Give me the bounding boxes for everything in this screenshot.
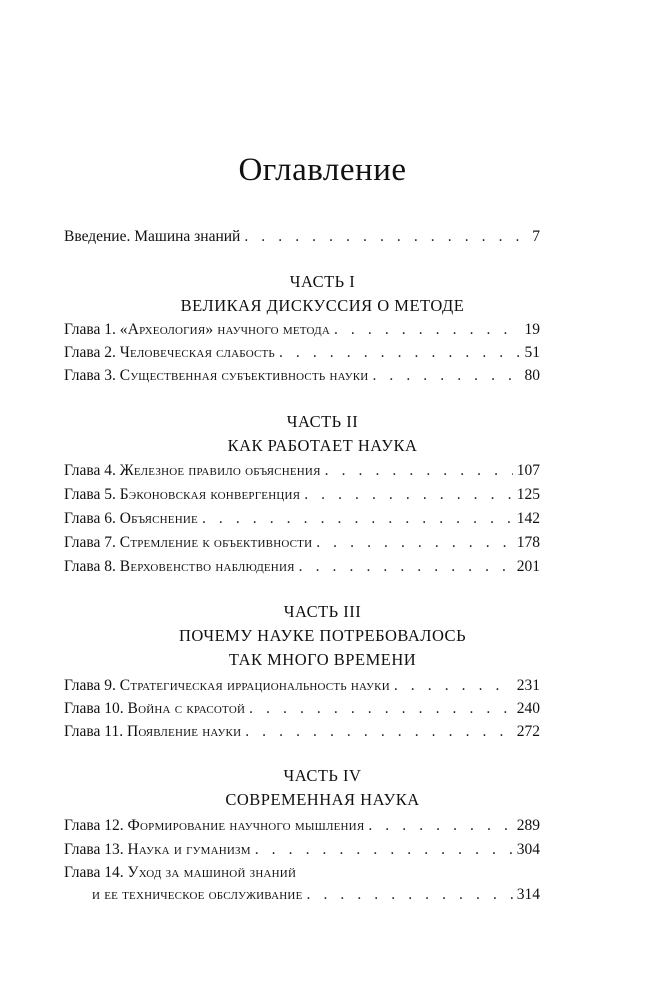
chapter-number: Глава 7. xyxy=(64,534,116,551)
toc-entry-chapter[interactable] xyxy=(64,817,540,839)
chapter-title: Верховенство наблюдения xyxy=(119,558,295,575)
chapter-title: Наука и гуманизм xyxy=(127,841,251,858)
toc-entry-chapter-cont[interactable] xyxy=(92,886,540,908)
page-number: 304 xyxy=(516,841,540,858)
chapter-number: Глава 4. xyxy=(64,462,116,479)
chapter-label xyxy=(64,486,300,504)
page-number: 314 xyxy=(516,886,540,903)
toc-entry-chapter[interactable] xyxy=(64,321,540,343)
chapter-number: Глава 9. xyxy=(64,677,116,694)
page-title: Оглавление xyxy=(238,152,407,188)
dot-leader xyxy=(304,486,513,504)
chapter-label xyxy=(64,864,296,882)
dot-leader xyxy=(372,367,520,385)
part-title-cont: ТАК МНОГО ВРЕМЕНИ xyxy=(228,650,417,669)
chapter-number: Глава 8. xyxy=(64,558,116,575)
page-number: 178 xyxy=(516,534,540,551)
part-title: КАК РАБОТАЕТ НАУКА xyxy=(227,436,418,455)
chapter-title: Стратегическая иррациональность науки xyxy=(119,677,390,694)
dot-leader xyxy=(307,886,513,904)
dot-leader xyxy=(249,700,513,718)
page-number: 272 xyxy=(516,723,540,740)
chapter-label xyxy=(64,534,312,552)
chapter-number: Глава 5. xyxy=(64,486,116,503)
page-number: 289 xyxy=(516,817,540,834)
page-number: 107 xyxy=(516,462,540,479)
toc-entry-chapter[interactable] xyxy=(64,344,540,366)
toc-entry-chapter[interactable] xyxy=(64,841,540,863)
chapter-title: Существенная субъективность науки xyxy=(119,367,369,384)
page-number: 125 xyxy=(516,486,540,503)
page-number: 142 xyxy=(516,510,540,527)
dot-leader xyxy=(244,228,528,246)
dot-leader xyxy=(202,510,513,528)
toc-entry-chapter[interactable] xyxy=(64,677,540,699)
chapter-title: Стремление к объективности xyxy=(119,534,313,551)
chapter-title: Железное правило объяснения xyxy=(119,462,321,479)
part-heading: ЧАСТЬ IV xyxy=(283,766,362,785)
chapter-number: Глава 3. xyxy=(64,367,116,384)
page-number: 7 xyxy=(532,228,540,245)
dot-leader xyxy=(334,321,521,339)
toc-entry-chapter[interactable] xyxy=(64,367,540,389)
chapter-label xyxy=(64,321,330,339)
dot-leader xyxy=(299,558,513,576)
chapter-label xyxy=(64,510,198,528)
toc-entry-chapter[interactable] xyxy=(64,462,540,484)
chapter-label xyxy=(64,700,245,718)
toc-entry-chapter[interactable] xyxy=(64,510,540,532)
dot-leader xyxy=(245,723,513,741)
part-heading: ЧАСТЬ I xyxy=(289,272,356,291)
part-title: СОВРЕМЕННАЯ НАУКА xyxy=(225,790,420,809)
page-number: 51 xyxy=(524,344,540,361)
chapter-title: Человеческая слабость xyxy=(119,344,275,361)
chapter-number: Глава 13. xyxy=(64,841,124,858)
page-number: 201 xyxy=(516,558,540,575)
chapter-title: Формирование научного мышления xyxy=(127,817,365,834)
part-heading: ЧАСТЬ II xyxy=(286,412,359,431)
dot-leader xyxy=(316,534,513,552)
part-heading: ЧАСТЬ III xyxy=(283,602,362,621)
chapter-title: Уход за машиной знаний xyxy=(127,864,297,881)
chapter-label xyxy=(64,558,295,576)
chapter-title-cont: и ее техническое обслуживание xyxy=(92,886,303,903)
chapter-label xyxy=(64,367,368,385)
dot-leader xyxy=(255,841,513,859)
toc-entry-chapter[interactable] xyxy=(64,723,540,745)
toc-entry-chapter[interactable] xyxy=(64,486,540,508)
chapter-number: Глава 11. xyxy=(64,723,124,740)
page-number: 231 xyxy=(516,677,540,694)
chapter-number: Глава 2. xyxy=(64,344,116,361)
chapter-label xyxy=(64,841,251,859)
chapter-number: Глава 10. xyxy=(64,700,124,717)
toc-entry-chapter[interactable] xyxy=(64,864,540,886)
chapter-title: Появление науки xyxy=(126,723,242,740)
dot-leader xyxy=(394,677,513,695)
chapter-number: Глава 1. xyxy=(64,321,116,338)
chapter-title: Война с красотой xyxy=(127,700,246,717)
chapter-label xyxy=(64,677,390,695)
toc-entry-intro[interactable] xyxy=(64,228,540,250)
chapter-number: Глава 14. xyxy=(64,864,124,881)
dot-leader xyxy=(279,344,521,362)
dot-leader xyxy=(325,462,513,480)
toc-entry-chapter[interactable] xyxy=(64,558,540,580)
part-title: ВЕЛИКАЯ ДИСКУССИЯ О МЕТОДЕ xyxy=(180,296,465,315)
page-number: 19 xyxy=(524,321,540,338)
chapter-title: «Археология» научного метода xyxy=(119,321,330,338)
toc-entry-chapter[interactable] xyxy=(64,534,540,556)
entry-label: Введение. Машина знаний xyxy=(64,228,241,245)
chapter-number: Глава 12. xyxy=(64,817,124,834)
part-title: ПОЧЕМУ НАУКЕ ПОТРЕБОВАЛОСЬ xyxy=(178,626,467,645)
toc-entry-chapter[interactable] xyxy=(64,700,540,722)
chapter-label xyxy=(64,723,241,741)
chapter-number: Глава 6. xyxy=(64,510,116,527)
chapter-label xyxy=(64,344,275,362)
page-number: 240 xyxy=(516,700,540,717)
chapter-title: Бэконовская конвергенция xyxy=(119,486,301,503)
dot-leader xyxy=(368,817,512,835)
page-number: 80 xyxy=(524,367,540,384)
chapter-title: Объяснение xyxy=(119,510,198,527)
chapter-label xyxy=(64,817,364,835)
chapter-label xyxy=(64,462,321,480)
